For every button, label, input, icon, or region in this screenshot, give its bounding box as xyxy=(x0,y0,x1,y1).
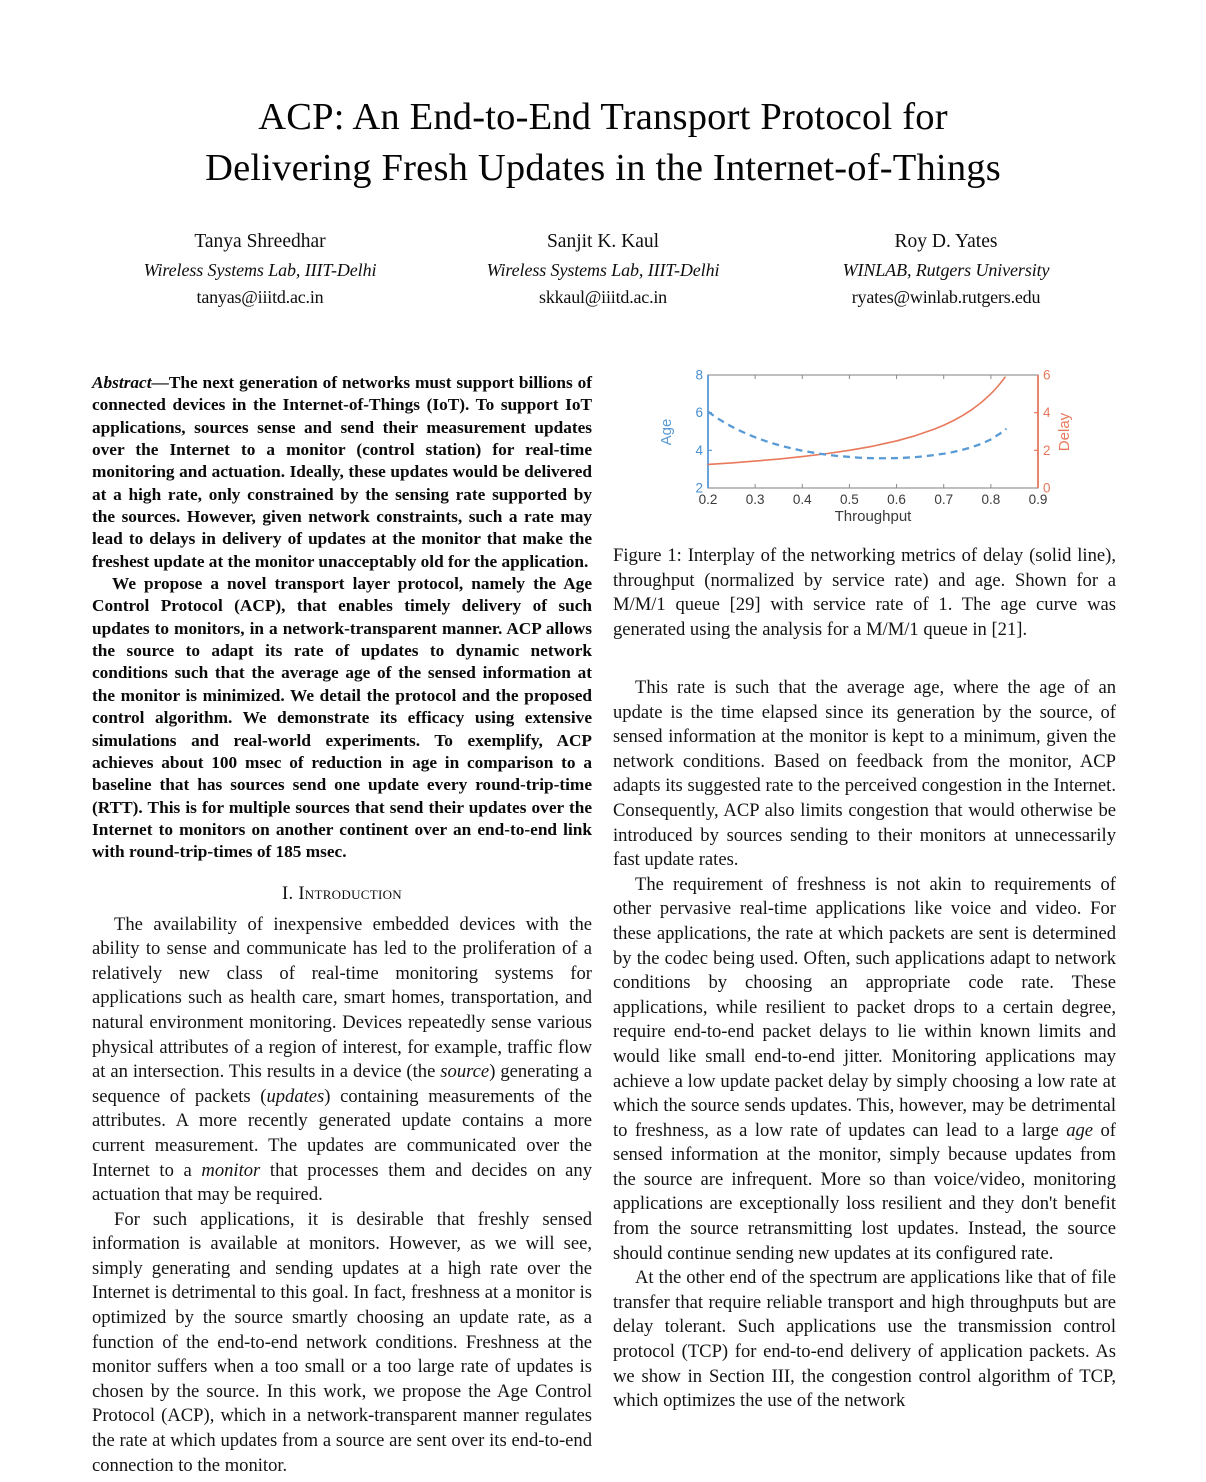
intro-p1-part-b: ) generating a sequence of packets ( xyxy=(92,1061,592,1107)
y-right-tick-label: 0 xyxy=(1043,480,1051,496)
x-tick-label: 0.7 xyxy=(934,492,954,507)
y-axis-left-label: Age xyxy=(658,418,675,446)
x-tick-label: 0.2 xyxy=(698,492,718,507)
author-affiliation: WINLAB, Rutgers University xyxy=(842,259,1050,280)
author-email[interactable]: tanyas@iiitd.ac.in xyxy=(196,287,324,308)
right-p2-part-a: The requirement of freshness is not akin to requirements of other pervasive real-time applications like voice and video. For these applications, the rate at which packets are sent is determined by the codec being used. Often, such applications adapt to network conditions by choosing an appropriate code rate. These applications, while resilient to packet drops to a certain degree, require end-to-end packet delays to lie within known limits and would like small end-to-end jitter. Monitoring applications may achieve a low update packet delay by simply choosing a low rate at which the source sends updates. This, however, may be detrimental to freshness, as a low rate of updates can lead to a large xyxy=(613,873,1116,1141)
right-p2-part-b: of sensed information at the monitor, simply because updates from the source are infrequent. More so than voice/video, monitoring applications are exceptionally loss resilient and they don't benefit from the source retransmitting lost updates. Instead, the source should continue sending new updates at its configured rate. xyxy=(613,1119,1116,1264)
paper-title-line-2: Delivering Fresh Updates in the Internet-of-Things xyxy=(205,147,1001,189)
page-title xyxy=(90,92,1116,194)
x-tick-label: 0.5 xyxy=(840,492,859,507)
plot-area-border xyxy=(708,375,1038,488)
y-axis-left-tick-labels xyxy=(695,368,703,496)
y-left-tick-label: 8 xyxy=(695,367,703,383)
intro-p1-part-d: that processes them and decides on any actuation that may be required. xyxy=(92,1159,592,1206)
abstract-paragraph-1 xyxy=(92,372,592,573)
author-name: Roy D. Yates xyxy=(894,231,998,252)
y-left-tick-label: 6 xyxy=(695,405,703,421)
y-axis-right-label: Delay xyxy=(1056,412,1073,452)
y-right-tick-label: 4 xyxy=(1043,405,1051,421)
right-p2-italic-age: age xyxy=(1066,1119,1094,1141)
intro-p1-italic-monitor: monitor xyxy=(201,1159,261,1181)
right-column xyxy=(613,676,1116,1414)
intro-paragraph-2: For such applications, it is desirable that freshly sensed information is available at monitors. However, as we will see, simply generating and sending updates at a high rate over the Internet is detrimental to this goal. In fact, freshness at a monitor is optimized by the source smartly choosing an update rate, as a function of the end-to-end network conditions. Freshness at the monitor suffers when a too small or a too large rate of updates is chosen by the source. In this work, we propose the Age Control Protocol (ACP), which in a network-transparent manner regulates the rate at which updates from a source are sent over its end-to-end connection to the monitor. xyxy=(92,1208,592,1476)
author-block-1 xyxy=(90,228,430,311)
author-name: Tanya Shreedhar xyxy=(194,231,326,252)
age-delay-throughput-plot xyxy=(651,366,1081,526)
y-right-tick-label: 6 xyxy=(1043,367,1051,383)
intro-p1-part-c: ) containing measurements of the attributes. A more recently generated update contains a more current measurement. The updates are communicated over the Internet to a xyxy=(92,1085,592,1181)
author-affiliation: Wireless Systems Lab, IIIT-Delhi xyxy=(143,259,377,280)
author-email[interactable]: skkaul@iiitd.ac.in xyxy=(539,287,667,308)
intro-p1-part-a: The availability of inexpensive embedded devices with the ability to sense and communicate has led to the proliferation of a relatively new class of real-time monitoring systems for applications such as health care, smart homes, transportation, and natural environment monitoring. Devices repeatedly sense various physical attributes of a region of interest, for example, traffic flow at an intersection. This results in a device (the xyxy=(92,913,592,1083)
right-paragraph-1: This rate is such that the average age, where the age of an update is the time elapsed since its generation by the source, of sensed information at the monitor is kept to a minimum, given the network conditions. Based on feedback from the monitor, ACP adapts its suggested rate to the perceived congestion in the Internet. Consequently, ACP also limits congestion that would otherwise be introduced by sources sending to their monitors at unnecessarily fast update rates. xyxy=(613,677,1116,871)
y-axis-right-tick-labels xyxy=(1043,368,1051,496)
abstract-paragraph-2: We propose a novel transport layer protocol, namely the Age Control Protocol (ACP), that enables timely delivery of such updates to monitors, in a network-transparent manner. ACP allows the source to adapt its rate of updates to dynamic network conditions such that the average age of the sensed information at the monitor is minimized. We detail the protocol and the proposed control algorithm. We demonstrate its efficacy using extensive simulations and real-world experiments. To exemplify, ACP achieves about 100 msec of reduction in age in comparison to a baseline that has sources send one update every round-trip-time (RTT). This is for multiple sources that send their updates over the Internet to monitors on another continent over an end-to-end link with round-trip-times of 185 msec. xyxy=(92,574,592,862)
x-tick-label: 0.9 xyxy=(1028,492,1048,507)
author-name: Sanjit K. Kaul xyxy=(546,231,660,252)
figure-1 xyxy=(613,366,1116,642)
left-column xyxy=(92,372,592,1478)
x-axis-label: Throughput xyxy=(834,508,912,525)
paper-title-line-1: ACP: An End-to-End Transport Protocol for xyxy=(258,96,948,138)
y-left-tick-label: 2 xyxy=(695,480,703,496)
abstract-dash: — xyxy=(151,373,169,392)
abstract-label: Abstract xyxy=(92,373,152,392)
x-axis-tick-labels xyxy=(699,492,1048,507)
right-paragraph-3: At the other end of the spectrum are applications like that of file transfer that require reliable transport and high throughputs but are delay tolerant. Such applications use the transmission control protocol (TCP) for end-to-end delivery of application packets. As we show in Section III, the congestion control algorithm of TCP, which optimizes the use of the network xyxy=(613,1267,1116,1412)
intro-p1-italic-source: source xyxy=(440,1061,490,1083)
author-block-3 xyxy=(776,228,1116,311)
section-heading-introduction: I. Introduction xyxy=(282,883,402,904)
x-tick-label: 0.3 xyxy=(745,492,765,507)
figure-1-caption: Figure 1: Interplay of the networking metrics of delay (solid line), throughput (normalized by service rate) and age. Shown for a M/M/1 queue [29] with service rate of 1. The age curve was generated using the analysis for a M/M/1 queue in [21]. xyxy=(613,545,1116,640)
figure-1-chart xyxy=(651,366,1081,526)
author-email[interactable]: ryates@winlab.rutgers.edu xyxy=(851,287,1041,308)
x-tick-label: 0.8 xyxy=(981,492,1001,507)
author-list xyxy=(90,228,1116,311)
x-tick-label: 0.6 xyxy=(887,492,906,507)
author-block-2 xyxy=(433,228,773,311)
abstract-text-1: The next generation of networks must support billions of connected devices in the Internet-of-Things (IoT). To support IoT applications, sources sense and send their measurement updates over the Internet to a monitor (control station) for real-time monitoring and actuation. Ideally, these updates would be delivered at a high rate, only constrained by the sensing rate supported by the sources. However, given network constraints, such a rate may lead to delays in delivery of updates at the monitor that make the freshest update at the monitor unacceptably old for the application. xyxy=(92,373,592,571)
right-paragraph-2 xyxy=(613,873,1116,1267)
y-right-tick-label: 2 xyxy=(1043,442,1051,458)
y-left-tick-label: 4 xyxy=(695,442,703,458)
intro-p1-italic-updates: updates xyxy=(266,1085,325,1107)
x-tick-label: 0.4 xyxy=(792,492,812,507)
title-block xyxy=(90,92,1116,194)
author-affiliation: Wireless Systems Lab, IIIT-Delhi xyxy=(486,259,720,280)
intro-paragraph-1 xyxy=(92,913,592,1208)
